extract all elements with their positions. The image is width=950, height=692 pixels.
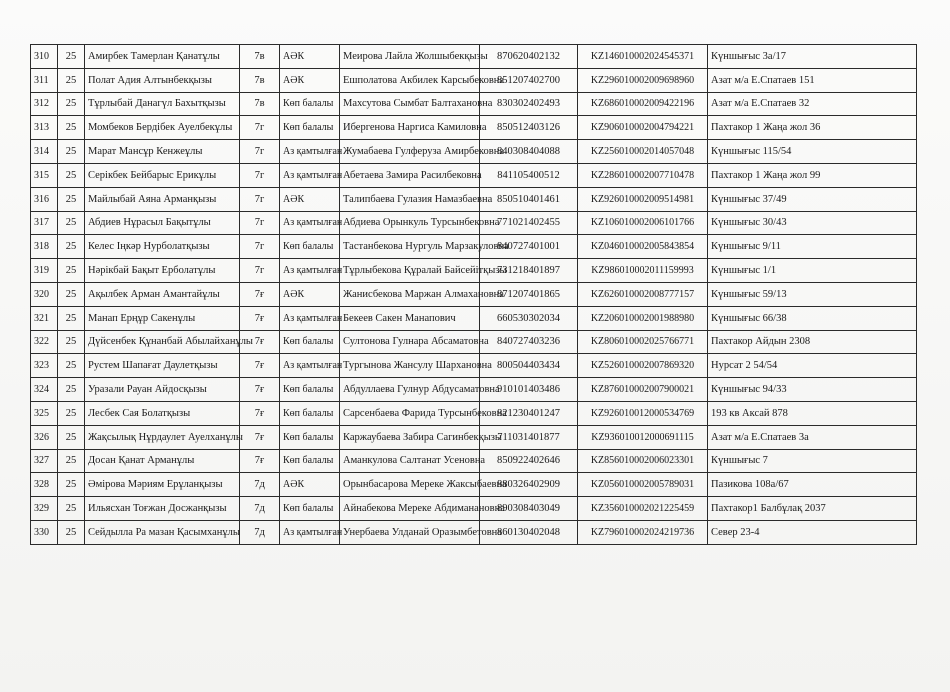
bank-account: KZ206010002001988980 (578, 306, 708, 330)
parent-name: Тастанбекова Нургуль Марзакуловна (340, 235, 480, 259)
home-address: Күншығыс 9/11 (708, 235, 917, 259)
bank-account: KZ056010002005789031 (578, 473, 708, 497)
class-grade: 7г (240, 235, 280, 259)
student-name: Лесбек Сая Болатқызы (85, 401, 240, 425)
social-category: Аз қамтылған (280, 259, 340, 283)
class-grade: 7д (240, 497, 280, 521)
row-number: 324 (31, 378, 58, 402)
student-name: Серікбек Бейбарыс Ерикұлы (85, 163, 240, 187)
student-name: Марат Мансұр Кенжеұлы (85, 140, 240, 164)
table-row (31, 520, 917, 544)
row-number: 330 (31, 520, 58, 544)
table-row (31, 425, 917, 449)
home-address: Азат м/а Е.Спатаев 151 (708, 68, 917, 92)
row-number: 310 (31, 45, 58, 69)
bank-account: KZ876010002007900021 (578, 378, 708, 402)
parent-iin: 850512403126 (480, 116, 578, 140)
row-number: 323 (31, 354, 58, 378)
parent-iin: 830302402493 (480, 92, 578, 116)
table-row (31, 449, 917, 473)
table-row (31, 378, 917, 402)
parent-iin: 711031401877 (480, 425, 578, 449)
class-grade: 7г (240, 116, 280, 140)
bank-account: KZ626010002008777157 (578, 282, 708, 306)
student-name: Әмірова Мәриям Ерұланқызы (85, 473, 240, 497)
parent-name: Унербаева Улданай Оразымбетовна (340, 520, 480, 544)
class-grade: 7ғ (240, 306, 280, 330)
row-number: 329 (31, 497, 58, 521)
student-name: Полат Адия Алтынбекқызы (85, 68, 240, 92)
home-address: Күншығыс 59/13 (708, 282, 917, 306)
student-name: Уразали Рауан Айдосқызы (85, 378, 240, 402)
home-address: Күншығыс 94/33 (708, 378, 917, 402)
student-name: Жақсылық Нұрдаулет Ауелханұлы (85, 425, 240, 449)
class-grade: 7ғ (240, 378, 280, 402)
school-number: 25 (58, 163, 85, 187)
social-category: Аз қамтылған (280, 163, 340, 187)
parent-iin: 840727401001 (480, 235, 578, 259)
bank-account: KZ106010002006101766 (578, 211, 708, 235)
class-grade: 7ғ (240, 449, 280, 473)
class-grade: 7в (240, 45, 280, 69)
class-grade: 7в (240, 68, 280, 92)
table-row (31, 401, 917, 425)
student-name: Сейдылла Ра мазан Қасымханұлы (85, 520, 240, 544)
parent-iin: 880326402909 (480, 473, 578, 497)
school-number: 25 (58, 425, 85, 449)
row-number: 314 (31, 140, 58, 164)
school-number: 25 (58, 330, 85, 354)
bank-account: KZ356010002021225459 (578, 497, 708, 521)
row-number: 311 (31, 68, 58, 92)
school-number: 25 (58, 92, 85, 116)
class-grade: 7г (240, 187, 280, 211)
home-address: Азат м/а Е.Спатаев 32 (708, 92, 917, 116)
school-number: 25 (58, 306, 85, 330)
table-row (31, 473, 917, 497)
parent-name: Талипбаева Гулазия Намазбаевна (340, 187, 480, 211)
bank-account: KZ986010002011159993 (578, 259, 708, 283)
parent-name: Абдиева Орынкуль Турсынбековна (340, 211, 480, 235)
school-number: 25 (58, 378, 85, 402)
home-address: Пазикова 108а/67 (708, 473, 917, 497)
parent-iin: 841105400512 (480, 163, 578, 187)
school-number: 25 (58, 520, 85, 544)
class-grade: 7г (240, 163, 280, 187)
parent-name: Орынбасарова Мереке Жаксыбаевна (340, 473, 480, 497)
social-category: Көп балалы (280, 330, 340, 354)
row-number: 320 (31, 282, 58, 306)
bank-account: KZ936010012000691115 (578, 425, 708, 449)
table-row (31, 116, 917, 140)
social-category: АӘК (280, 473, 340, 497)
student-name: Ильясхан Тоғжан Досжанқызы (85, 497, 240, 521)
bank-account: KZ806010002025766771 (578, 330, 708, 354)
parent-iin: 821230401247 (480, 401, 578, 425)
class-grade: 7ғ (240, 401, 280, 425)
school-number: 25 (58, 354, 85, 378)
school-number: 25 (58, 401, 85, 425)
social-category: АӘК (280, 282, 340, 306)
parent-name: Айнабекова Мереке Абдиманановна (340, 497, 480, 521)
parent-iin: 910101403486 (480, 378, 578, 402)
bank-account: KZ146010002024545371 (578, 45, 708, 69)
student-roster-table (30, 44, 917, 545)
student-name: Манап Ерңұр Сакенұлы (85, 306, 240, 330)
row-number: 328 (31, 473, 58, 497)
row-number: 327 (31, 449, 58, 473)
school-number: 25 (58, 473, 85, 497)
bank-account: KZ906010002004794221 (578, 116, 708, 140)
student-name: Ақылбек Арман Амантайұлы (85, 282, 240, 306)
social-category: АӘК (280, 187, 340, 211)
social-category: Аз қамтылған (280, 211, 340, 235)
social-category: Көп балалы (280, 92, 340, 116)
table-row (31, 163, 917, 187)
social-category: Көп балалы (280, 497, 340, 521)
class-grade: 7ғ (240, 282, 280, 306)
parent-name: Жумабаева Гулферуза Амирбековна (340, 140, 480, 164)
parent-name: Сарсенбаева Фарида Турсынбековна (340, 401, 480, 425)
row-number: 313 (31, 116, 58, 140)
social-category: АӘК (280, 68, 340, 92)
social-category: Аз қамтылған (280, 140, 340, 164)
table-row (31, 282, 917, 306)
bank-account: KZ796010002024219736 (578, 520, 708, 544)
parent-name: Ибергенова Наргиса Камиловна (340, 116, 480, 140)
bank-account: KZ926010012000534769 (578, 401, 708, 425)
parent-name: Тұрлыбекова Құралай Байсейітқызы (340, 259, 480, 283)
class-grade: 7в (240, 92, 280, 116)
home-address: Нурсат 2 54/54 (708, 354, 917, 378)
table-row (31, 92, 917, 116)
social-category: Көп балалы (280, 116, 340, 140)
table-row (31, 259, 917, 283)
school-number: 25 (58, 68, 85, 92)
class-grade: 7д (240, 520, 280, 544)
parent-iin: 870620402132 (480, 45, 578, 69)
table-row (31, 45, 917, 69)
home-address: Күншығыс 30/43 (708, 211, 917, 235)
row-number: 326 (31, 425, 58, 449)
home-address: Пахтакор1 Балбұлақ 2037 (708, 497, 917, 521)
home-address: Север 23-4 (708, 520, 917, 544)
social-category: Көп балалы (280, 449, 340, 473)
parent-name: Султонова Гулнара Абсаматовна (340, 330, 480, 354)
bank-account: KZ256010002014057048 (578, 140, 708, 164)
parent-name: Абетаева Замира Расилбековна (340, 163, 480, 187)
parent-iin: 800504403434 (480, 354, 578, 378)
class-grade: 7ғ (240, 354, 280, 378)
home-address: Күншығыс 37/49 (708, 187, 917, 211)
row-number: 318 (31, 235, 58, 259)
student-name: Нәрікбай Бақыт Ерболатұлы (85, 259, 240, 283)
school-number: 25 (58, 116, 85, 140)
student-name: Майлыбай Аяна Арманқызы (85, 187, 240, 211)
home-address: Күншығыс 7 (708, 449, 917, 473)
row-number: 321 (31, 306, 58, 330)
home-address: Күншығыс 66/38 (708, 306, 917, 330)
row-number: 316 (31, 187, 58, 211)
row-number: 322 (31, 330, 58, 354)
table-row (31, 235, 917, 259)
parent-name: Аманкулова Салтанат Усеновна (340, 449, 480, 473)
parent-name: Махсутова Сымбат Балтахановна (340, 92, 480, 116)
student-name: Рустем Шапағат Даулетқызы (85, 354, 240, 378)
parent-iin: 840308404088 (480, 140, 578, 164)
school-number: 25 (58, 449, 85, 473)
table-row (31, 140, 917, 164)
parent-iin: 840727403236 (480, 330, 578, 354)
table-row (31, 211, 917, 235)
home-address: Пахтакор 1 Жаңа жол 36 (708, 116, 917, 140)
student-name: Дүйсенбек Құнанбай Абылайханұлы (85, 330, 240, 354)
parent-name: Абдуллаева Гулнур Абдусаматовна (340, 378, 480, 402)
home-address: Азат м/а Е.Спатаев 3а (708, 425, 917, 449)
table-row (31, 354, 917, 378)
bank-account: KZ286010002007710478 (578, 163, 708, 187)
row-number: 319 (31, 259, 58, 283)
school-number: 25 (58, 187, 85, 211)
home-address: Күншығыс 3а/17 (708, 45, 917, 69)
home-address: Пахтакор 1 Жаңа жол 99 (708, 163, 917, 187)
parent-name: Жанисбекова Маржан Алмахановна (340, 282, 480, 306)
bank-account: KZ856010002006023301 (578, 449, 708, 473)
parent-iin: 890308403049 (480, 497, 578, 521)
school-number: 25 (58, 211, 85, 235)
social-category: Аз қамтылған (280, 354, 340, 378)
class-grade: 7г (240, 211, 280, 235)
table-row (31, 187, 917, 211)
table-row (31, 306, 917, 330)
parent-iin: 871207401865 (480, 282, 578, 306)
social-category: АӘК (280, 45, 340, 69)
bank-account: KZ526010002007869320 (578, 354, 708, 378)
school-number: 25 (58, 45, 85, 69)
school-number: 25 (58, 497, 85, 521)
parent-iin: 850922402646 (480, 449, 578, 473)
roster-body (31, 45, 917, 545)
table-row (31, 330, 917, 354)
parent-name: Меирова Лайла Жолшыбекқызы (340, 45, 480, 69)
parent-iin: 860130402048 (480, 520, 578, 544)
student-name: Досан Қанат Арманұлы (85, 449, 240, 473)
class-grade: 7д (240, 473, 280, 497)
parent-name: Тургынова Жансулу Шархановна (340, 354, 480, 378)
row-number: 317 (31, 211, 58, 235)
class-grade: 7г (240, 140, 280, 164)
class-grade: 7ғ (240, 425, 280, 449)
social-category: Көп балалы (280, 235, 340, 259)
table-row (31, 497, 917, 521)
parent-name: Ешполатова Акбилек Карсыбековна (340, 68, 480, 92)
bank-account: KZ686010002009422196 (578, 92, 708, 116)
table-row (31, 68, 917, 92)
home-address: Күншығыс 1/1 (708, 259, 917, 283)
school-number: 25 (58, 235, 85, 259)
parent-iin: 851207402700 (480, 68, 578, 92)
row-number: 325 (31, 401, 58, 425)
school-number: 25 (58, 282, 85, 306)
school-number: 25 (58, 140, 85, 164)
social-category: Көп балалы (280, 378, 340, 402)
parent-iin: 731218401897 (480, 259, 578, 283)
row-number: 315 (31, 163, 58, 187)
bank-account: KZ046010002005843854 (578, 235, 708, 259)
row-number: 312 (31, 92, 58, 116)
parent-iin: 771021402455 (480, 211, 578, 235)
class-grade: 7ғ (240, 330, 280, 354)
student-name: Амирбек Тамерлан Қанатұлы (85, 45, 240, 69)
bank-account: KZ296010002009698960 (578, 68, 708, 92)
home-address: Күншығыс 115/54 (708, 140, 917, 164)
parent-name: Каржаубаева Забира Сагинбекқызы (340, 425, 480, 449)
home-address: Пахтакор Айдын 2308 (708, 330, 917, 354)
social-category: Көп балалы (280, 425, 340, 449)
social-category: Аз қамтылған (280, 306, 340, 330)
parent-name: Бекеев Сакен Манапович (340, 306, 480, 330)
bank-account: KZ926010002009514981 (578, 187, 708, 211)
student-name: Абдиев Нұрасыл Бақытұлы (85, 211, 240, 235)
social-category: Көп балалы (280, 401, 340, 425)
student-name: Момбеков Бердібек Ауелбекұлы (85, 116, 240, 140)
parent-iin: 660530302034 (480, 306, 578, 330)
student-name: Келес Іңкәр Нурболатқызы (85, 235, 240, 259)
social-category: Аз қамтылған (280, 520, 340, 544)
student-name: Тұрлыбай Данагүл Бахытқызы (85, 92, 240, 116)
class-grade: 7г (240, 259, 280, 283)
parent-iin: 850510401461 (480, 187, 578, 211)
home-address: 193 кв Аксай 878 (708, 401, 917, 425)
school-number: 25 (58, 259, 85, 283)
